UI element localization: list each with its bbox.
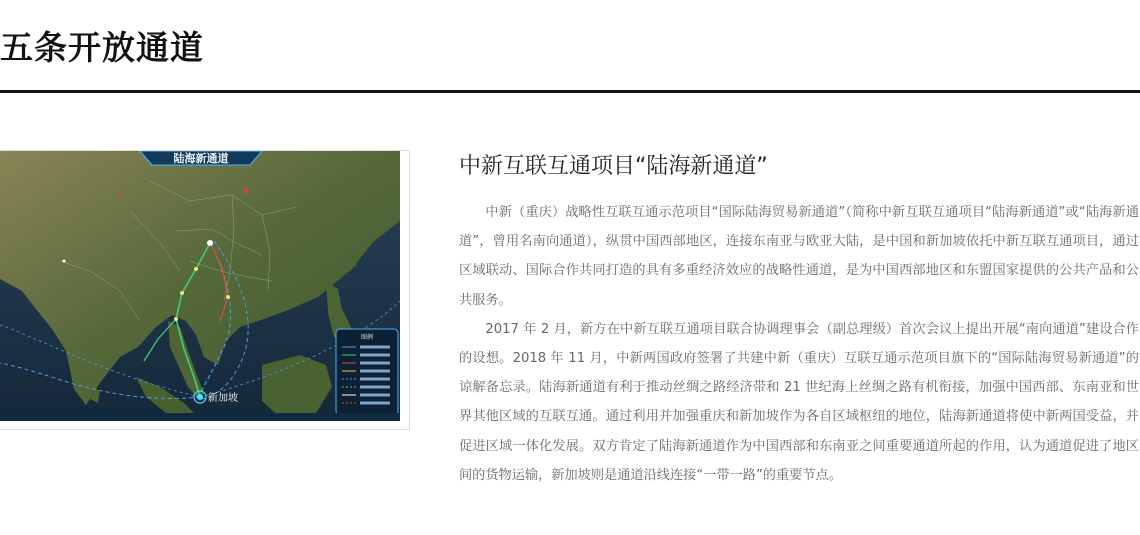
article-body xyxy=(459,198,1139,490)
corridor-map-svg xyxy=(0,151,400,421)
map-legend xyxy=(336,329,398,415)
title-divider xyxy=(0,90,1140,93)
article-paragraph-1: 中新（重庆）战略性互联互通示范项目“国际陆海贸易新通道”（简称中新互联互通项目“陆海新通道”或“陆海新通道”，曾用名南向通道），纵贯中国西部地区，连接东南亚与欧亚大陆，是中国和新加坡依托中新互联互通项目，通过区域联动、国际合作共同打造的具有多重经济效应的战略性通道，是为中国西部地区和东盟国家提供的公共产品和公共服务。 xyxy=(459,205,1139,308)
article-paragraph-2: 2017 年 2 月，新方在中新互联互通项目联合协调理事会（副总理级）首次会议上提出开展“南向通道”建设合作的设想。2018 年 11 月，中新两国政府签署了共建中新（重庆）互联互通示范项目旗下的“国际陆海贸易新通道”的谅解备忘录。陆海新通道有利于推动丝绸之路经济带和 21 世纪海上丝绸之路有机衔接，加强中国西部、东南亚和世界其他区域的互联互通。通过利用并加强重庆和新加坡作为各自区域枢纽的地位，陆海新通道将使中新两国受益，并促进区域一体化发展。双方肯定了陆海新通道作为中国西部和东南亚之间重要通道所起的作用，认为通道促进了地区间的货物运输，新加坡则是通道沿线连接“一带一路”的重要节点。 xyxy=(459,321,1139,483)
map-bottom-bar xyxy=(0,413,400,421)
map-legend-title: 图例 xyxy=(360,334,374,341)
corridor-map-image xyxy=(0,151,400,421)
article-title: 中新互联互通项目“陆海新通道” xyxy=(459,154,768,179)
map-banner xyxy=(140,151,262,165)
singapore-label: 新加坡 xyxy=(208,393,238,404)
map-banner-title: 陆海新通道 xyxy=(173,152,229,165)
map-image-frame xyxy=(0,150,410,430)
section-title: 五条开放通道 xyxy=(0,28,204,67)
